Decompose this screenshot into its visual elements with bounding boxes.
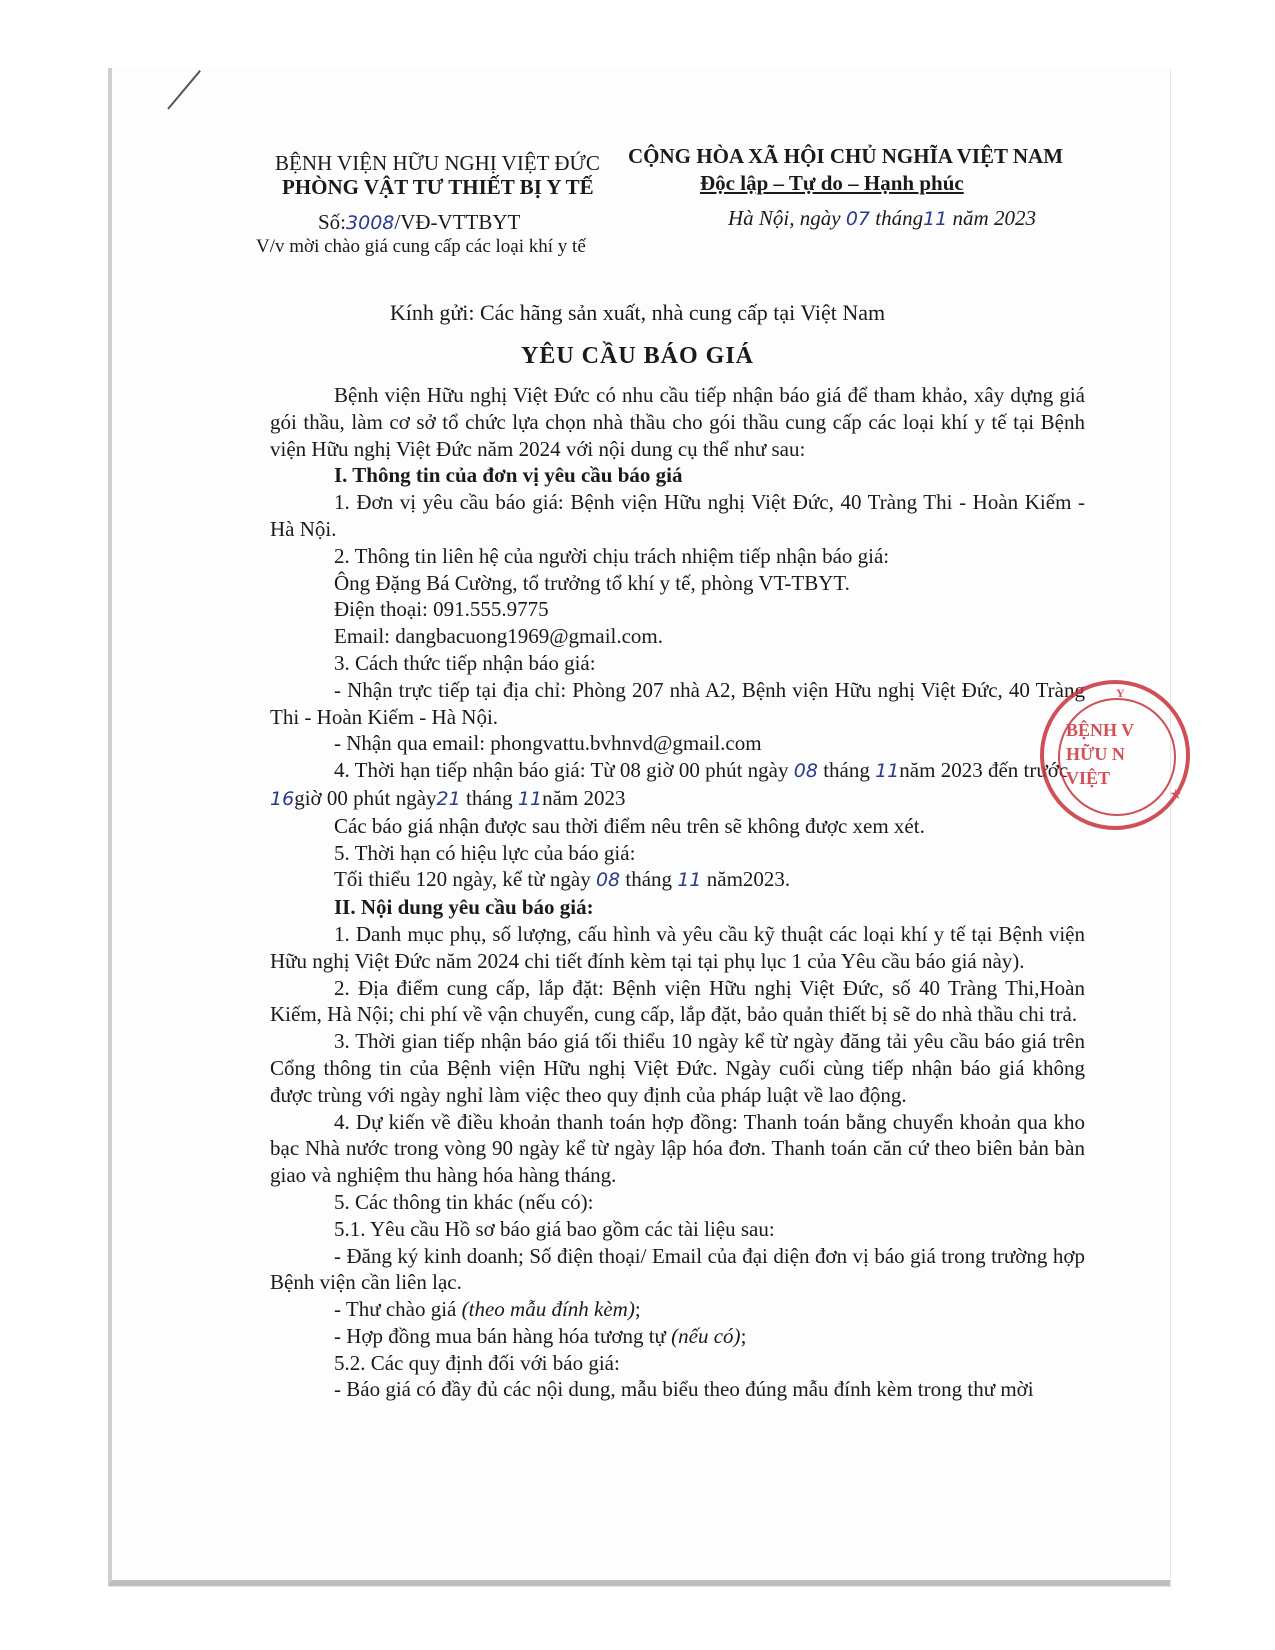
s2-item-5-2-a: - Báo giá có đầy đủ các nội dung, mẫu biểu theo đúng mẫu đính kèm trong thư mời <box>334 1377 1034 1402</box>
handwritten-month: 11 <box>677 869 702 892</box>
official-seal <box>1040 680 1190 830</box>
seal-text: BỆNH V <box>1066 720 1135 740</box>
doc-number-suffix: /VĐ-VTTBYT <box>394 210 521 234</box>
document-number <box>318 209 520 236</box>
s1-item-3: 3. Cách thức tiếp nhận báo giá: <box>334 650 596 675</box>
s1-item-4-text: giờ 00 phút ngày <box>294 785 437 810</box>
contact-name: Ông Đặng Bá Cường, tổ trưởng tổ khí y tế, phòng VT-TBYT. <box>334 570 850 595</box>
s1-item-4-text: năm 2023 đến trước <box>899 758 1069 783</box>
s1-item-5-text: Tối thiểu 120 ngày, kể từ ngày <box>334 867 591 892</box>
seal-text: HỮU N <box>1066 744 1125 764</box>
handwritten-month: 11 <box>517 787 543 810</box>
date-month-handwritten: 11 <box>923 208 948 230</box>
s1-item-4-text: 4. Thời hạn tiếp nhận báo giá: Từ 08 giờ 00 phút ngày <box>334 758 789 783</box>
seal-star-icon: ★ <box>1169 788 1182 803</box>
list-text-italic: (theo mẫu đính kèm) <box>461 1297 635 1322</box>
s2-item-5-2: 5.2. Các quy định đối với báo giá: <box>334 1350 620 1375</box>
seal-text: Y <box>1116 686 1125 700</box>
nation-title: CỘNG HÒA XÃ HỘI CHỦ NGHĨA VIỆT NAM <box>628 144 1064 168</box>
section-1-heading: I. Thông tin của đơn vị yêu cầu báo giá <box>334 463 683 488</box>
list-text-italic: (nếu có) <box>671 1323 741 1348</box>
handwritten-day: 08 <box>793 760 818 783</box>
s2-item-5-1-c <box>270 1323 1085 1350</box>
s1-item-4 <box>270 757 1085 813</box>
contact-phone: Điện thoại: 091.555.9775 <box>334 597 549 622</box>
s1-item-4-note: Các báo giá nhận được sau thời điểm nêu trên sẽ không được xem xét. <box>334 813 925 838</box>
s2-item-1: 1. Danh mục phụ, số lượng, cấu hình và yêu cầu kỹ thuật các loại khí y tế tại Bệnh viện Hữu nghị Việt Đức năm 2024 chi tiết đính kèm tại tại phụ lục 1 của Yêu cầu báo giá này). <box>270 921 1085 973</box>
date-text: tháng <box>875 206 924 230</box>
s1-item-4-text: tháng <box>465 785 513 810</box>
document-subject: V/v mời chào giá cung cấp các loại khí y tế <box>256 236 586 257</box>
doc-number-prefix: Số: <box>318 210 347 234</box>
s2-item-5-1-b <box>270 1296 1085 1323</box>
recipient-line: Kính gửi: Các hãng sản xuất, nhà cung cấp tại Việt Nam <box>389 300 886 325</box>
date-text: năm 2023 <box>952 206 1036 230</box>
s2-item-5-1-a: - Đăng ký kinh doanh; Số điện thoại/ Email của đại diện đơn vị báo giá trong trường hợp Bệnh viện cần liên lạc. <box>270 1243 1085 1295</box>
doc-number-handwritten: 3008 <box>346 212 395 234</box>
handwritten-hour: 16 <box>270 787 295 810</box>
handwritten-day: 21 <box>436 787 461 810</box>
s1-item-3-direct: - Nhận trực tiếp tại địa chỉ: Phòng 207 nhà A2, Bệnh viện Hữu nghị Việt Đức, 40 Tràng Thi - Hoàn Kiếm - Hà Nội. <box>270 677 1085 729</box>
handwritten-month: 11 <box>875 760 900 783</box>
date-day-handwritten: 07 <box>845 208 871 230</box>
s1-item-3-email: - Nhận qua email: phongvattu.bvhnvd@gmail.com <box>334 731 762 756</box>
s1-item-5: 5. Thời hạn có hiệu lực của báo giá: <box>334 840 636 865</box>
intro-paragraph: Bệnh viện Hữu nghị Việt Đức có nhu cầu tiếp nhận báo giá để tham khảo, xây dựng giá gói thầu, làm cơ sở tổ chức lựa chọn nhà thầu cho gói thầu cung cấp các loại khí y tế tại Bệnh viện Hữu nghị Việt Đức năm 2024 với nội dung cụ thể như sau: <box>270 383 1085 461</box>
s1-item-5-detail <box>270 866 1085 894</box>
s1-item-5-text: tháng <box>625 867 673 892</box>
nation-motto: Độc lập – Tự do – Hạnh phúc <box>700 171 964 195</box>
document-date <box>728 205 1036 232</box>
org-name: BỆNH VIỆN HỮU NGHỊ VIỆT ĐỨC <box>275 151 600 175</box>
document-body <box>270 382 1085 1403</box>
list-text: - Thư chào giá <box>334 1297 462 1322</box>
section-2-heading: II. Nội dung yêu cầu báo giá: <box>334 895 594 920</box>
handwritten-day: 08 <box>595 869 621 892</box>
s2-item-5: 5. Các thông tin khác (nếu có): <box>334 1189 594 1214</box>
department-name: PHÒNG VẬT TƯ THIẾT BỊ Y TẾ <box>282 175 594 199</box>
s1-item-4-text: tháng <box>823 758 870 783</box>
seal-text: VIỆT <box>1066 768 1111 788</box>
date-text: Hà Nội, ngày <box>728 206 841 230</box>
list-text: - Hợp đồng mua bán hàng hóa tương tự <box>334 1323 672 1348</box>
list-text: ; <box>740 1323 747 1348</box>
s1-item-2: 2. Thông tin liên hệ của người chịu trách nhiệm tiếp nhận báo giá: <box>334 543 890 568</box>
s1-item-4-text: năm 2023 <box>542 785 626 810</box>
s2-item-4: 4. Dự kiến về điều khoản thanh toán hợp đồng: Thanh toán bằng chuyển khoản qua kho bạc Nhà nước trong vòng 90 ngày kể từ ngày lập hóa đơn. Thanh toán căn cứ theo biên bản bàn giao và nghiệm thu hàng hóa hàng tháng. <box>270 1109 1085 1188</box>
document-title: YÊU CẦU BÁO GIÁ <box>520 343 754 369</box>
list-text: ; <box>634 1297 641 1322</box>
s2-item-5-1: 5.1. Yêu cầu Hồ sơ báo giá bao gồm các tài liệu sau: <box>334 1216 775 1241</box>
s2-item-2: 2. Địa điểm cung cấp, lắp đặt: Bệnh viện Hữu nghị Việt Đức, số 40 Tràng Thi,Hoàn Kiếm, Hà Nội; chi phí về vận chuyển, cung cấp, lắp đặt, bảo quản thiết bị sẽ do nhà thầu chi trả. <box>270 975 1085 1027</box>
s1-item-5-text: năm2023. <box>706 867 791 892</box>
s2-item-3: 3. Thời gian tiếp nhận báo giá tối thiểu 10 ngày kể từ ngày đăng tải yêu cầu báo giá trên Cổng thông tin của Bệnh viện Hữu nghị Việt Đức. Ngày cuối cùng tiếp nhận báo giá không được trùng với ngày nghỉ làm việc theo quy định của pháp luật về lao động. <box>270 1029 1085 1107</box>
contact-email: Email: dangbacuong1969@gmail.com. <box>334 624 664 649</box>
s1-item-1: 1. Đơn vị yêu cầu báo giá: Bệnh viện Hữu nghị Việt Đức, 40 Tràng Thi - Hoàn Kiếm - Hà Nội. <box>270 490 1085 541</box>
